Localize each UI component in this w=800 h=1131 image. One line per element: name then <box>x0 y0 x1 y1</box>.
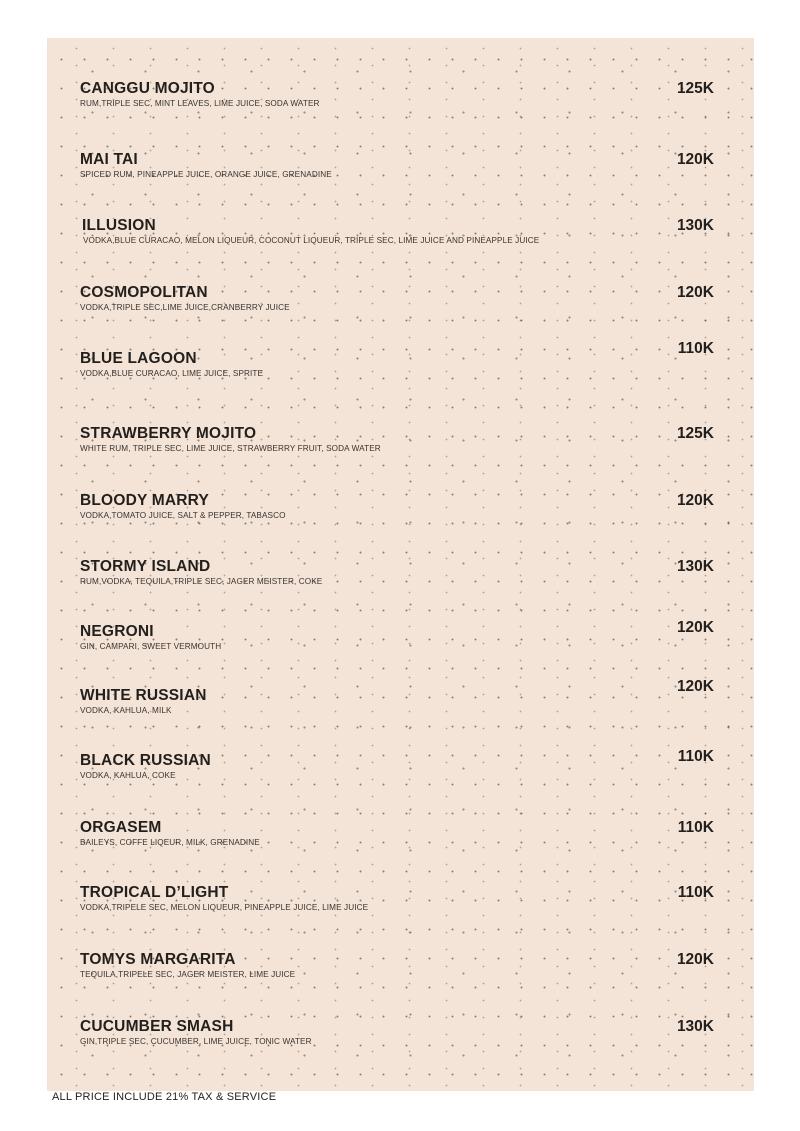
menu-item-price: 120K <box>676 951 714 968</box>
menu-item-description: VODKA,TRIPELE SEC, MELON LIQUEUR, PINEAPPLE JUICE, LIME JUICE <box>80 903 369 912</box>
menu-item-description: VODKA,BLUE CURACAO, MELON LIQUEUR, COCONUT LIQUEUR, TRIPLE SEC, LIME JUICE AND PINEAPPLE JUICE <box>83 236 540 245</box>
menu-item-description: WHITE RUM, TRIPLE SEC, LIME JUICE, STRAWBERRY FRUIT, SODA WATER <box>80 444 381 453</box>
menu-item-price: 130K <box>676 1018 714 1035</box>
menu-paper <box>47 38 754 1091</box>
menu-item-description: VODKA, KAHLUA, COKE <box>80 771 176 780</box>
menu-item-description: VODKA,BLUE CURACAO, LIME JUICE, SPRITE <box>80 369 264 378</box>
menu-item-description: VODKA, KAHLUA, MILK <box>80 706 172 715</box>
menu-item-price: 125K <box>676 425 714 442</box>
menu-item-price: 110K <box>677 748 714 765</box>
menu-item-price: 125K <box>676 80 714 97</box>
menu-item-description: RUM,TRIPLE SEC, MINT LEAVES, LIME JUICE, SODA WATER <box>80 99 320 108</box>
menu-item-name: BLUE LAGOON <box>80 350 197 367</box>
menu-item-name: TROPICAL D’LIGHT <box>80 884 229 901</box>
menu-item-description: BAILEYS, COFFE LIQEUR, MILK, GRENADINE <box>80 838 260 847</box>
menu-item-description: TEQUILA,TRIPELE SEC, JAGER MEISTER, LIME JUICE <box>80 970 296 979</box>
menu-item-price: 120K <box>676 619 714 636</box>
menu-item-price: 110K <box>677 884 714 901</box>
menu-item-price: 120K <box>676 284 714 301</box>
menu-item-name: ILLUSION <box>82 217 156 234</box>
menu-item-price: 130K <box>676 558 714 575</box>
menu-item-description: SPICED RUM, PINEAPPLE JUICE, ORANGE JUICE, GRENADINE <box>80 170 332 179</box>
menu-item-price: 120K <box>676 151 714 168</box>
menu-item-price: 110K <box>677 340 714 357</box>
menu-item-price: 130K <box>676 217 714 234</box>
menu-item-price: 120K <box>676 492 714 509</box>
menu-item-name: ORGASEM <box>80 819 162 836</box>
menu-item-name: WHITE RUSSIAN <box>80 687 207 704</box>
menu-item-name: TOMYS MARGARITA <box>80 951 236 968</box>
menu-item-description: GIN, CAMPARI, SWEET VERMOUTH <box>80 642 222 651</box>
menu-item-description: VODKA,TRIPLE SEC,LIME JUICE,CRANBERRY JUICE <box>80 303 290 312</box>
menu-item-price: 110K <box>677 819 714 836</box>
menu-item-name: STRAWBERRY MOJITO <box>80 425 257 442</box>
menu-item-name: BLACK RUSSIAN <box>80 752 211 769</box>
menu-item-name: BLOODY MARRY <box>80 492 209 509</box>
menu-item-name: MAI TAI <box>80 151 138 168</box>
menu-item-description: RUM,VODKA, TEQUILA,TRIPLE SEC, JAGER MEISTER, COKE <box>80 577 323 586</box>
menu-item-description: VODKA,TOMATO JUICE, SALT & PEPPER, TABASCO <box>80 511 286 520</box>
menu-item-name: CUCUMBER SMASH <box>80 1018 234 1035</box>
menu-item-description: GIN,TRIPLE SEC, CUCUMBER, LIME JUICE, TONIC WATER <box>80 1037 312 1046</box>
menu-item-name: COSMOPOLITAN <box>80 284 208 301</box>
menu-item-name: STORMY ISLAND <box>80 558 211 575</box>
tax-service-note: ALL PRICE INCLUDE 21% TAX & SERVICE <box>52 1091 277 1103</box>
menu-item-price: 120K <box>676 678 714 695</box>
menu-item-name: CANGGU MOJITO <box>80 80 215 97</box>
menu-item-name: NEGRONI <box>80 623 154 640</box>
